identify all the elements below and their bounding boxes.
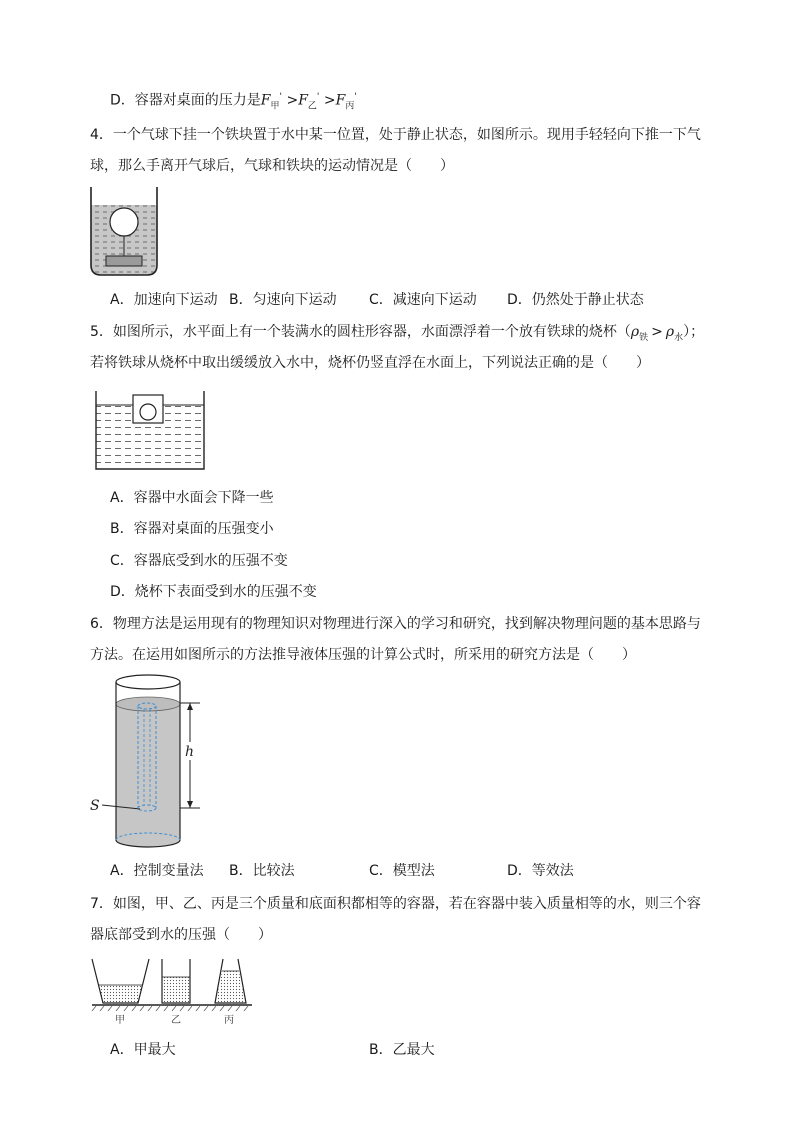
- q4-stem-line2: 球，那么手离开气球后，气球和铁块的运动情况是（ ）: [90, 158, 454, 174]
- q5-stem-line2: 若将铁球从烧杯中取出缓缓放入水中，烧杯仍竖直浮在水面上，下列说法正确的是（ ）: [90, 355, 650, 371]
- subscript-water: 水: [674, 332, 684, 343]
- prime-mark: ': [279, 92, 282, 102]
- q6-stem-line2: 方法。在运用如图所示的方法推导液体压强的计算公式时，所采用的研究方法是（ ）: [90, 647, 636, 663]
- subscript-iron: 铁: [639, 332, 649, 343]
- q7-containers-figure: [88, 955, 256, 1027]
- q5-option-a[interactable]: A．容器中水面会下降一些: [110, 490, 274, 506]
- greater-than: >: [282, 92, 299, 109]
- q4-stem-line1: 4．一个气球下挂一个铁块置于水中某一位置，处于静止状态，如图所示。现用手轻轻向下推一下气: [90, 127, 701, 143]
- q5-stem-line1-end: ）；: [683, 324, 705, 340]
- label-s: S: [90, 798, 100, 814]
- rho-symbol: ρ: [665, 324, 675, 340]
- label-yi: 乙: [171, 1015, 181, 1026]
- q5-option-b[interactable]: B．容器对桌面的压强变小: [110, 521, 274, 537]
- q5-option-c[interactable]: C．容器底受到水的压强不变: [110, 553, 288, 569]
- subscript-yi: 乙: [307, 101, 317, 112]
- q6-option-c[interactable]: C．模型法: [369, 863, 435, 879]
- q7-option-a[interactable]: A．甲最大: [110, 1042, 176, 1058]
- q7-option-b[interactable]: B．乙最大: [369, 1042, 435, 1058]
- prime-mark: ': [354, 92, 357, 102]
- label-jia: 甲: [115, 1015, 125, 1026]
- liquid: [116, 697, 180, 847]
- subscript-jia: 甲: [270, 101, 280, 112]
- q4-option-b[interactable]: B．匀速向下运动: [229, 292, 337, 308]
- greater-than: >: [319, 92, 336, 109]
- q5-stem-line1-text: 5．如图所示，水平面上有一个装满水的圆柱形容器，水面漂浮着一个放有铁球的烧杯（: [90, 324, 631, 340]
- q4-option-a[interactable]: A．加速向下运动: [110, 292, 218, 308]
- q6-stem-line1: 6．物理方法是运用现有的物理知识对物理进行深入的学习和研究，找到解决物理问题的基本思路与: [90, 616, 701, 632]
- q7-stem-line1: 7．如图，甲、乙、丙是三个质量和底面积都相等的容器，若在容器中装入质量相等的水，则三个容: [90, 896, 701, 912]
- subscript-bing: 丙: [345, 101, 355, 112]
- label-h: h: [185, 744, 195, 760]
- iron-ball: [140, 404, 156, 420]
- q6-option-d[interactable]: D．等效法: [507, 863, 574, 879]
- q4-option-d[interactable]: D．仍然处于静止状态: [507, 292, 644, 308]
- q3-option-d-text: D．容器对桌面的压力是: [110, 92, 261, 109]
- q4-option-c[interactable]: C．减速向下运动: [369, 292, 477, 308]
- q4-balloon-figure: [86, 185, 162, 281]
- f-symbol: F: [260, 92, 271, 109]
- greater-than: >: [651, 324, 663, 340]
- f-symbol: F: [298, 92, 308, 109]
- q7-stem-line2: 器底部受到水的压强（ ）: [90, 927, 272, 943]
- cylinder-top: [116, 675, 180, 689]
- q3-option-d: [110, 88, 357, 115]
- q6-cylinder-figure: [88, 672, 218, 852]
- iron-block: [106, 256, 142, 266]
- label-bing: 丙: [224, 1015, 234, 1026]
- q5-option-d[interactable]: D．烧杯下表面受到水的压强不变: [110, 584, 317, 600]
- f-symbol: F: [335, 92, 346, 109]
- balloon: [110, 208, 138, 236]
- q5-stem-line1: [90, 323, 704, 347]
- q5-container-figure: [94, 389, 206, 473]
- q6-option-b[interactable]: B．比较法: [229, 863, 295, 879]
- q6-option-a[interactable]: A．控制变量法: [110, 863, 204, 879]
- prime-mark: ': [316, 92, 320, 102]
- rho-symbol: ρ: [630, 324, 640, 340]
